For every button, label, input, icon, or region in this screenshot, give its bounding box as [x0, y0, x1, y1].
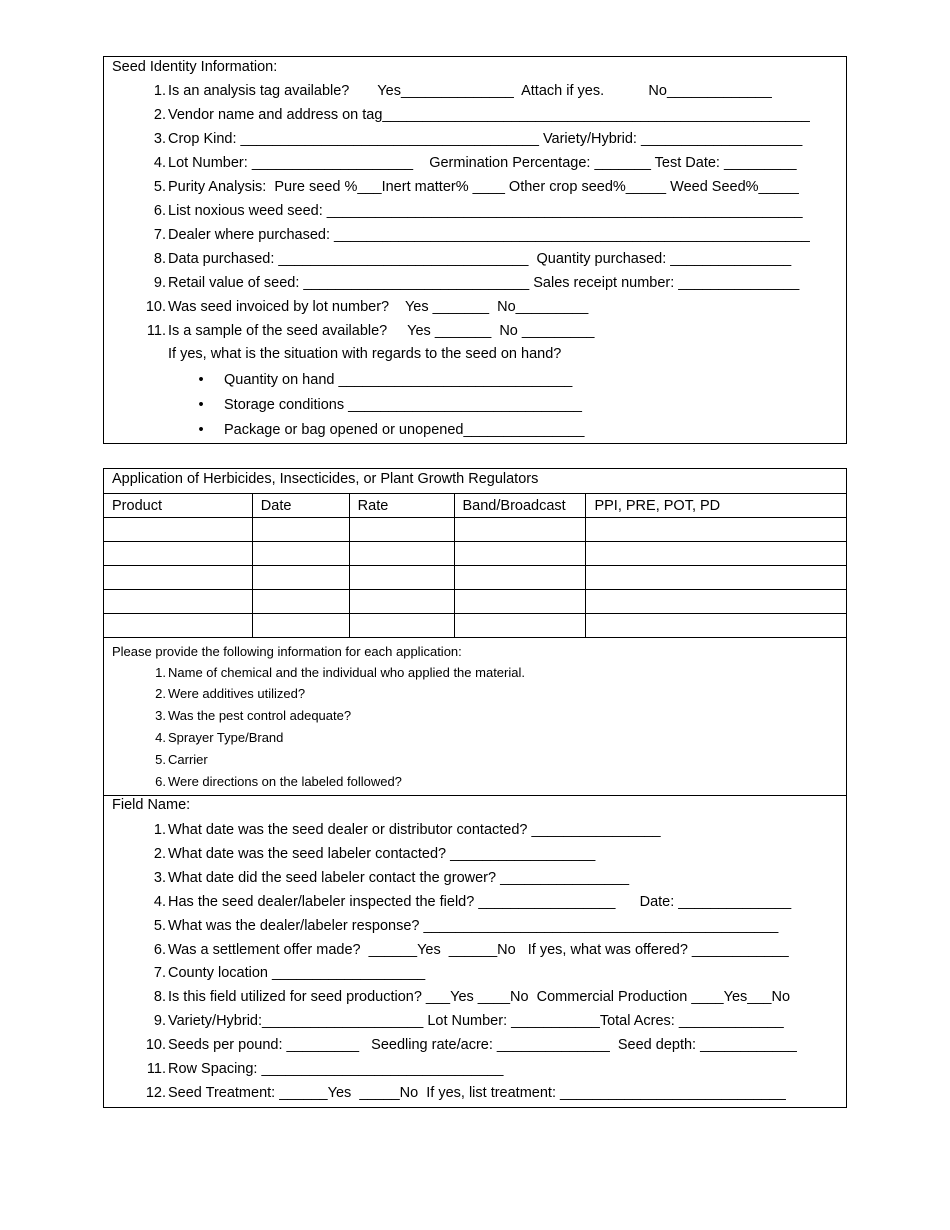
seed-identity-title: Seed Identity Information:: [112, 59, 278, 75]
item-text: Is a sample of the seed available? Yes _______ No _________: [168, 323, 595, 339]
cell-product[interactable]: [104, 566, 253, 590]
cell-date[interactable]: [252, 590, 349, 614]
item-number: 9.: [153, 1013, 166, 1029]
item-number: 4.: [155, 730, 166, 745]
bullet-text: Package or bag opened or unopened_______________: [224, 422, 585, 438]
item-text: Dealer where purchased: ___________________________________________________________: [168, 227, 810, 243]
item-text: Seeds per pound: _________ Seedling rate/acre: ______________ Seed depth: ____________: [168, 1037, 797, 1053]
column-date: Date: [252, 494, 349, 518]
item-number: 5.: [153, 918, 166, 934]
item-number: 5.: [155, 752, 166, 767]
item-text: County location ___________________: [168, 965, 426, 981]
cell-date[interactable]: [252, 518, 349, 542]
item-number: 11.: [146, 323, 166, 339]
table-row: [104, 566, 847, 590]
item-number: 2.: [155, 686, 166, 701]
column-product: Product: [104, 494, 253, 518]
item-number: 6.: [153, 942, 166, 958]
application-table: [103, 493, 847, 638]
seed-on-hand-question: If yes, what is the situation with regards to the seed on hand?: [168, 346, 562, 362]
table-row: [104, 614, 847, 638]
item-text: What was the dealer/labeler response? ____________________________________________: [168, 918, 779, 934]
cell-date[interactable]: [252, 614, 349, 638]
item-number: 7.: [153, 227, 166, 243]
item-number: 8.: [153, 251, 166, 267]
item-text: Has the seed dealer/labeler inspected the field? _________________ Date: ______________: [168, 894, 792, 910]
table-row: [104, 590, 847, 614]
item-number: 1.: [153, 83, 166, 99]
item-text: What date was the seed labeler contacted? __________________: [168, 846, 596, 862]
cell-product[interactable]: [104, 590, 253, 614]
cell-rate[interactable]: [349, 518, 454, 542]
item-number: 4.: [153, 894, 166, 910]
section-divider: [104, 795, 846, 796]
cell-rate[interactable]: [349, 614, 454, 638]
item-text: Sprayer Type/Brand: [168, 730, 284, 745]
column-rate: Rate: [349, 494, 454, 518]
item-text: What date was the seed dealer or distributor contacted? ________________: [168, 822, 661, 838]
cell-timing[interactable]: [586, 590, 847, 614]
item-text: Is this field utilized for seed production? ___Yes ____No Commercial Production ____Yes___No: [168, 989, 791, 1005]
item-number: 1.: [155, 665, 166, 680]
cell-product[interactable]: [104, 614, 253, 638]
item-text: Carrier: [168, 752, 208, 767]
item-text: Lot Number: ____________________ Germination Percentage: _______ Test Date: _________: [168, 155, 797, 171]
item-text: Purity Analysis: Pure seed %___Inert matter% ____ Other crop seed%_____ Weed Seed%_____: [168, 179, 799, 195]
table-row: [104, 518, 847, 542]
item-text: Vendor name and address on tag_____________________________________________________: [168, 107, 810, 123]
item-text: Was seed invoiced by lot number? Yes _______ No_________: [168, 299, 589, 315]
cell-rate[interactable]: [349, 590, 454, 614]
cell-timing[interactable]: [586, 518, 847, 542]
cell-rate[interactable]: [349, 566, 454, 590]
bullet-icon: •: [198, 422, 204, 438]
cell-rate[interactable]: [349, 542, 454, 566]
item-text: What date did the seed labeler contact the grower? ________________: [168, 870, 630, 886]
item-number: 3.: [153, 131, 166, 147]
cell-product[interactable]: [104, 542, 253, 566]
item-text: Were additives utilized?: [168, 686, 306, 701]
item-text: List noxious weed seed: ___________________________________________________________: [168, 203, 803, 219]
item-number: 6.: [155, 774, 166, 789]
item-number: 10.: [145, 299, 166, 315]
item-text: Data purchased: _______________________________ Quantity purchased: _______________: [168, 251, 792, 267]
cell-timing[interactable]: [586, 614, 847, 638]
item-text: Was the pest control adequate?: [168, 708, 352, 723]
cell-band-broadcast[interactable]: [454, 542, 586, 566]
instructions-title: Please provide the following information for each application:: [112, 644, 462, 659]
item-text: Retail value of seed: ____________________________ Sales receipt number: _______________: [168, 275, 800, 291]
bullet-icon: •: [198, 372, 204, 388]
item-text: Is an analysis tag available? Yes______________ Attach if yes. No_____________: [168, 83, 772, 99]
item-text: Seed Treatment: ______Yes _____No If yes, list treatment: ____________________________: [168, 1085, 786, 1101]
cell-band-broadcast[interactable]: [454, 518, 586, 542]
item-number: 4.: [153, 155, 166, 171]
item-number: 7.: [153, 965, 166, 981]
application-title: Application of Herbicides, Insecticides, or Plant Growth Regulators: [112, 471, 539, 487]
item-number: 9.: [153, 275, 166, 291]
cell-date[interactable]: [252, 542, 349, 566]
item-text: Were directions on the labeled followed?: [168, 774, 402, 789]
item-text: Crop Kind: _____________________________________ Variety/Hybrid: ____________________: [168, 131, 803, 147]
cell-date[interactable]: [252, 566, 349, 590]
item-text: Was a settlement offer made? ______Yes ______No If yes, what was offered? ____________: [168, 942, 789, 958]
field-name-title: Field Name:: [112, 797, 191, 813]
item-number: 6.: [153, 203, 166, 219]
item-number: 12.: [145, 1085, 166, 1101]
item-number: 5.: [153, 179, 166, 195]
item-number: 10.: [145, 1037, 166, 1053]
item-text: Name of chemical and the individual who applied the material.: [168, 665, 525, 680]
column-timing: PPI, PRE, POT, PD: [586, 494, 847, 518]
bullet-text: Storage conditions _____________________________: [224, 397, 582, 413]
item-number: 2.: [153, 107, 166, 123]
cell-timing[interactable]: [586, 542, 847, 566]
cell-timing[interactable]: [586, 566, 847, 590]
table-row: [104, 542, 847, 566]
item-number: 8.: [153, 989, 166, 1005]
item-text: Row Spacing: ______________________________: [168, 1061, 504, 1077]
bullet-text: Quantity on hand _____________________________: [224, 372, 573, 388]
table-header-row: [104, 494, 847, 518]
item-number: 1.: [153, 822, 166, 838]
item-number: 11.: [146, 1061, 166, 1077]
cell-band-broadcast[interactable]: [454, 614, 586, 638]
column-band-broadcast: Band/Broadcast: [454, 494, 586, 518]
application-section: [103, 468, 847, 1108]
cell-product[interactable]: [104, 518, 253, 542]
item-number: 3.: [153, 870, 166, 886]
cell-band-broadcast[interactable]: [454, 566, 586, 590]
cell-band-broadcast[interactable]: [454, 590, 586, 614]
seed-identity-section: [103, 56, 847, 444]
item-number: 3.: [155, 708, 166, 723]
item-text: Variety/Hybrid:____________________ Lot Number: ___________Total Acres: _____________: [168, 1013, 784, 1029]
bullet-icon: •: [198, 397, 204, 413]
item-number: 2.: [153, 846, 166, 862]
